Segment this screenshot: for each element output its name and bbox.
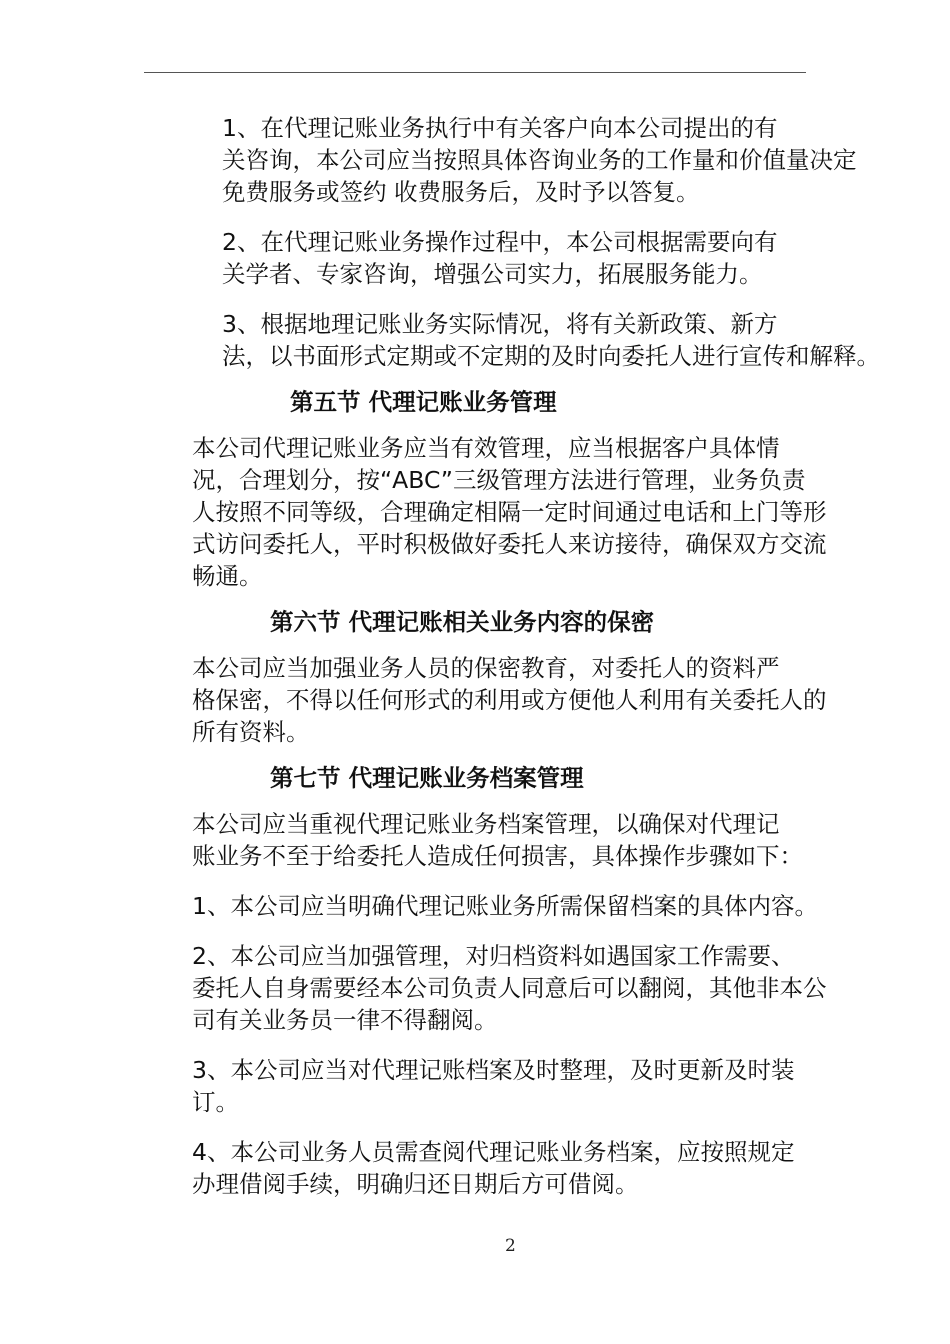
text-line: 式访问委托人，平时积极做好委托人来访接待，确保双方交流 <box>192 530 827 558</box>
text-line: 办理借阅手续，明确归还日期后方可借阅。 <box>192 1170 639 1198</box>
paragraph-consulting-1 <box>144 112 857 208</box>
section-heading-7: 第七节 代理记账业务档案管理 <box>270 764 584 792</box>
text-line: 本公司应当重视代理记账业务档案管理，以确保对代理记 <box>192 810 780 838</box>
paragraph-archive-4 <box>144 1136 824 1200</box>
header-rule <box>144 72 806 73</box>
document-body <box>144 112 880 1200</box>
text-line: 本公司应当加强业务人员的保密教育，对委托人的资料严 <box>192 654 780 682</box>
text-line: 司有关业务员一律不得翻阅。 <box>192 1006 498 1034</box>
text-line: 委托人自身需要经本公司负责人同意后可以翻阅，其他非本公 <box>192 974 827 1002</box>
text-line: 2、本公司应当加强管理，对归档资料如遇国家工作需要、 <box>192 942 795 970</box>
text-line: 3、根据地理记账业务实际情况，将有关新政策、新方 <box>222 310 778 338</box>
text-line: 关学者、专家咨询，增强公司实力，拓展服务能力。 <box>222 260 763 288</box>
section-heading-5: 第五节 代理记账业务管理 <box>290 388 557 416</box>
text-line: 3、本公司应当对代理记账档案及时整理，及时更新及时装 <box>192 1056 795 1084</box>
text-line: 关咨询，本公司应当按照具体咨询业务的工作量和价值量决定 <box>222 146 857 174</box>
text-line: 畅通。 <box>192 562 263 590</box>
paragraph-archive-3 <box>144 1054 824 1118</box>
text-line: 本公司代理记账业务应当有效管理，应当根据客户具体情 <box>192 434 780 462</box>
paragraph-archive-2 <box>144 940 827 1036</box>
text-line: 1、本公司应当明确代理记账业务所需保留档案的具体内容。 <box>192 892 818 920</box>
text-line: 免费服务或签约 收费服务后，及时予以答复。 <box>222 178 700 206</box>
text-line: 法，以书面形式定期或不定期的及时向委托人进行宣传和解释。 <box>222 342 880 370</box>
text-line: 人按照不同等级，合理确定相隔一定时间通过电话和上门等形 <box>192 498 827 526</box>
text-line: 4、本公司业务人员需查阅代理记账业务档案，应按照规定 <box>192 1138 795 1166</box>
text-line: 2、在代理记账业务操作过程中，本公司根据需要向有 <box>222 228 778 256</box>
paragraph-consulting-2 <box>144 226 824 290</box>
text-line: 所有资料。 <box>192 718 310 746</box>
paragraph-archive-intro <box>144 808 824 872</box>
text-line: 况，合理划分，按“ABC”三级管理方法进行管理，业务负责 <box>192 466 806 494</box>
section-heading-6: 第六节 代理记账相关业务内容的保密 <box>270 608 655 636</box>
paragraph-confidentiality <box>144 652 827 748</box>
text-line: 格保密，不得以任何形式的利用或方便他人利用有关委托人的 <box>192 686 827 714</box>
paragraph-consulting-3 <box>144 308 880 372</box>
paragraph-management <box>144 432 827 592</box>
paragraph-archive-1 <box>144 890 824 922</box>
page-number: 2 <box>505 1236 516 1256</box>
text-line: 1、在代理记账业务执行中有关客户向本公司提出的有 <box>222 114 778 142</box>
text-line: 账业务不至于给委托人造成任何损害，具体操作步骤如下： <box>192 842 803 870</box>
text-line: 订。 <box>192 1088 239 1116</box>
